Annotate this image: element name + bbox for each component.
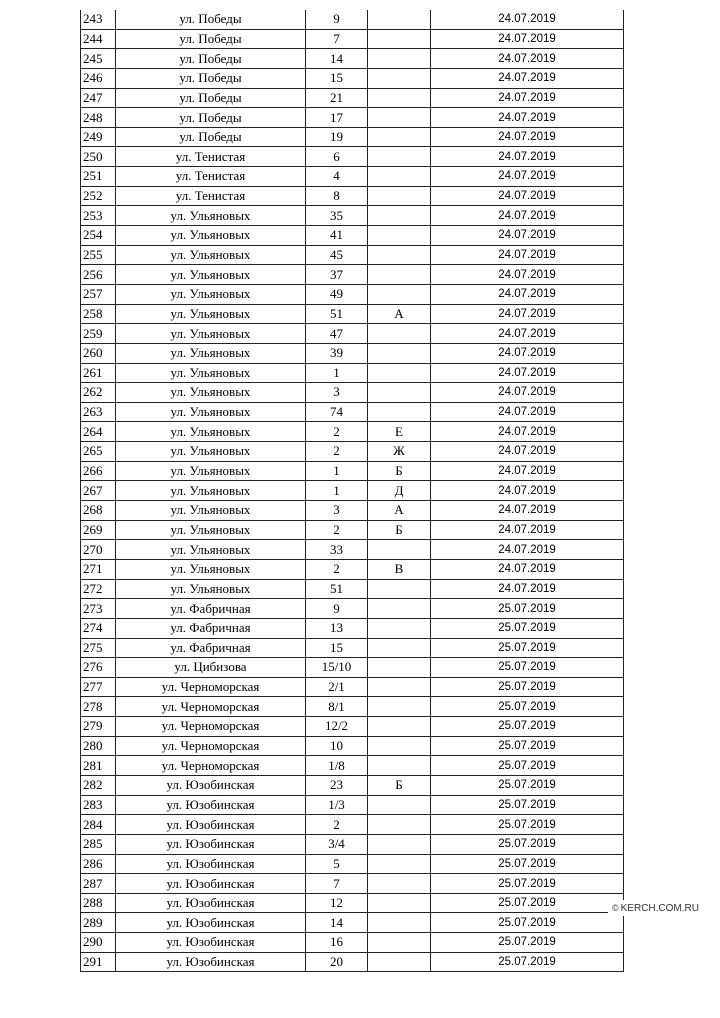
date-cell: 24.07.2019	[431, 540, 624, 560]
date-cell: 24.07.2019	[431, 49, 624, 69]
row-number-cell: 272	[81, 579, 116, 599]
table-row	[81, 147, 624, 167]
table-row	[81, 697, 624, 717]
street-name-cell: ул. Ульяновых	[116, 265, 306, 285]
building-letter-cell: Ж	[368, 442, 431, 462]
date-cell: 24.07.2019	[431, 88, 624, 108]
date-cell: 24.07.2019	[431, 29, 624, 49]
street-name-cell: ул. Фабричная	[116, 599, 306, 619]
date-cell: 24.07.2019	[431, 402, 624, 422]
house-number-cell: 8/1	[306, 697, 368, 717]
table-row	[81, 304, 624, 324]
row-number-cell: 274	[81, 618, 116, 638]
row-number-cell: 262	[81, 383, 116, 403]
date-cell: 25.07.2019	[431, 834, 624, 854]
table-row	[81, 481, 624, 501]
row-number-cell: 285	[81, 834, 116, 854]
building-letter-cell	[368, 186, 431, 206]
building-letter-cell	[368, 363, 431, 383]
table-row	[81, 422, 624, 442]
row-number-cell: 282	[81, 775, 116, 795]
row-number-cell: 280	[81, 736, 116, 756]
row-number-cell: 261	[81, 363, 116, 383]
building-letter-cell	[368, 677, 431, 697]
row-number-cell: 265	[81, 442, 116, 462]
street-name-cell: ул. Ульяновых	[116, 363, 306, 383]
row-number-cell: 252	[81, 186, 116, 206]
building-letter-cell	[368, 795, 431, 815]
table-row	[81, 854, 624, 874]
table-row	[81, 343, 624, 363]
table-row	[81, 245, 624, 265]
house-number-cell: 17	[306, 108, 368, 128]
table-row	[81, 383, 624, 403]
table-row	[81, 599, 624, 619]
table-row	[81, 933, 624, 953]
date-cell: 24.07.2019	[431, 559, 624, 579]
row-number-cell: 264	[81, 422, 116, 442]
building-letter-cell: Б	[368, 461, 431, 481]
building-letter-cell	[368, 933, 431, 953]
building-letter-cell	[368, 697, 431, 717]
table-row	[81, 893, 624, 913]
house-number-cell: 7	[306, 29, 368, 49]
house-number-cell: 1	[306, 481, 368, 501]
house-number-cell: 41	[306, 226, 368, 246]
street-name-cell: ул. Черноморская	[116, 756, 306, 776]
table-row	[81, 68, 624, 88]
table-row	[81, 618, 624, 638]
table-row	[81, 167, 624, 187]
table-row	[81, 49, 624, 69]
street-name-cell: ул. Фабричная	[116, 638, 306, 658]
row-number-cell: 283	[81, 795, 116, 815]
date-cell: 24.07.2019	[431, 442, 624, 462]
row-number-cell: 284	[81, 815, 116, 835]
date-cell: 24.07.2019	[431, 461, 624, 481]
table-row	[81, 520, 624, 540]
row-number-cell: 281	[81, 756, 116, 776]
table-row	[81, 226, 624, 246]
table-row	[81, 717, 624, 737]
row-number-cell: 286	[81, 854, 116, 874]
house-number-cell: 35	[306, 206, 368, 226]
street-name-cell: ул. Ульяновых	[116, 226, 306, 246]
house-number-cell: 51	[306, 579, 368, 599]
row-number-cell: 247	[81, 88, 116, 108]
street-name-cell: ул. Ульяновых	[116, 402, 306, 422]
table-row	[81, 815, 624, 835]
building-letter-cell	[368, 127, 431, 147]
schedule-table	[80, 10, 624, 972]
row-number-cell: 257	[81, 284, 116, 304]
house-number-cell: 13	[306, 618, 368, 638]
table-row	[81, 775, 624, 795]
building-letter-cell	[368, 736, 431, 756]
row-number-cell: 258	[81, 304, 116, 324]
house-number-cell: 37	[306, 265, 368, 285]
table-row	[81, 540, 624, 560]
building-letter-cell	[368, 579, 431, 599]
date-cell: 24.07.2019	[431, 127, 624, 147]
street-name-cell: ул. Ульяновых	[116, 383, 306, 403]
row-number-cell: 267	[81, 481, 116, 501]
street-name-cell: ул. Черноморская	[116, 677, 306, 697]
row-number-cell: 263	[81, 402, 116, 422]
building-letter-cell	[368, 49, 431, 69]
street-name-cell: ул. Тенистая	[116, 186, 306, 206]
row-number-cell: 244	[81, 29, 116, 49]
house-number-cell: 10	[306, 736, 368, 756]
date-cell: 25.07.2019	[431, 952, 624, 972]
house-number-cell: 74	[306, 402, 368, 422]
building-letter-cell	[368, 245, 431, 265]
date-cell: 25.07.2019	[431, 854, 624, 874]
table-row	[81, 952, 624, 972]
date-cell: 24.07.2019	[431, 343, 624, 363]
building-letter-cell	[368, 834, 431, 854]
row-number-cell: 255	[81, 245, 116, 265]
row-number-cell: 278	[81, 697, 116, 717]
street-name-cell: ул. Цибизова	[116, 658, 306, 678]
building-letter-cell	[368, 854, 431, 874]
street-name-cell: ул. Юзобинская	[116, 795, 306, 815]
date-cell: 24.07.2019	[431, 10, 624, 29]
street-name-cell: ул. Ульяновых	[116, 461, 306, 481]
house-number-cell: 14	[306, 49, 368, 69]
date-cell: 24.07.2019	[431, 501, 624, 521]
street-name-cell: ул. Юзобинская	[116, 874, 306, 894]
building-letter-cell	[368, 29, 431, 49]
row-number-cell: 243	[81, 10, 116, 29]
street-name-cell: ул. Ульяновых	[116, 206, 306, 226]
street-name-cell: ул. Ульяновых	[116, 422, 306, 442]
house-number-cell: 15	[306, 638, 368, 658]
street-name-cell: ул. Победы	[116, 29, 306, 49]
building-letter-cell	[368, 618, 431, 638]
building-letter-cell	[368, 206, 431, 226]
building-letter-cell	[368, 88, 431, 108]
street-name-cell: ул. Ульяновых	[116, 481, 306, 501]
house-number-cell: 15/10	[306, 658, 368, 678]
date-cell: 25.07.2019	[431, 618, 624, 638]
date-cell: 25.07.2019	[431, 697, 624, 717]
table-row	[81, 88, 624, 108]
row-number-cell: 269	[81, 520, 116, 540]
house-number-cell: 6	[306, 147, 368, 167]
street-name-cell: ул. Юзобинская	[116, 854, 306, 874]
street-name-cell: ул. Юзобинская	[116, 775, 306, 795]
street-name-cell: ул. Юзобинская	[116, 952, 306, 972]
house-number-cell: 7	[306, 874, 368, 894]
building-letter-cell: Б	[368, 520, 431, 540]
house-number-cell: 21	[306, 88, 368, 108]
row-number-cell: 246	[81, 68, 116, 88]
date-cell: 25.07.2019	[431, 893, 624, 913]
building-letter-cell: Е	[368, 422, 431, 442]
table-row	[81, 206, 624, 226]
building-letter-cell	[368, 599, 431, 619]
row-number-cell: 276	[81, 658, 116, 678]
date-cell: 25.07.2019	[431, 756, 624, 776]
building-letter-cell: Б	[368, 775, 431, 795]
row-number-cell: 245	[81, 49, 116, 69]
date-cell: 24.07.2019	[431, 579, 624, 599]
table-row	[81, 108, 624, 128]
building-letter-cell	[368, 167, 431, 187]
date-cell: 24.07.2019	[431, 206, 624, 226]
house-number-cell: 9	[306, 599, 368, 619]
table-row	[81, 638, 624, 658]
date-cell: 24.07.2019	[431, 422, 624, 442]
building-letter-cell	[368, 226, 431, 246]
table-row	[81, 186, 624, 206]
building-letter-cell	[368, 952, 431, 972]
building-letter-cell	[368, 383, 431, 403]
date-cell: 25.07.2019	[431, 677, 624, 697]
table-row	[81, 874, 624, 894]
house-number-cell: 51	[306, 304, 368, 324]
building-letter-cell: А	[368, 501, 431, 521]
row-number-cell: 277	[81, 677, 116, 697]
table-row	[81, 834, 624, 854]
row-number-cell: 290	[81, 933, 116, 953]
house-number-cell: 16	[306, 933, 368, 953]
date-cell: 25.07.2019	[431, 815, 624, 835]
street-name-cell: ул. Черноморская	[116, 736, 306, 756]
date-cell: 25.07.2019	[431, 638, 624, 658]
row-number-cell: 251	[81, 167, 116, 187]
street-name-cell: ул. Тенистая	[116, 167, 306, 187]
row-number-cell: 268	[81, 501, 116, 521]
building-letter-cell	[368, 756, 431, 776]
building-letter-cell: Д	[368, 481, 431, 501]
street-name-cell: ул. Победы	[116, 49, 306, 69]
house-number-cell: 3	[306, 383, 368, 403]
building-letter-cell	[368, 815, 431, 835]
house-number-cell: 45	[306, 245, 368, 265]
street-name-cell: ул. Юзобинская	[116, 933, 306, 953]
street-name-cell: ул. Тенистая	[116, 147, 306, 167]
table-row	[81, 461, 624, 481]
building-letter-cell	[368, 638, 431, 658]
building-letter-cell	[368, 265, 431, 285]
house-number-cell: 1	[306, 363, 368, 383]
copyright-icon: ©	[612, 903, 619, 913]
house-number-cell: 3/4	[306, 834, 368, 854]
house-number-cell: 2	[306, 422, 368, 442]
house-number-cell: 23	[306, 775, 368, 795]
house-number-cell: 8	[306, 186, 368, 206]
house-number-cell: 14	[306, 913, 368, 933]
building-letter-cell	[368, 540, 431, 560]
date-cell: 24.07.2019	[431, 108, 624, 128]
street-name-cell: ул. Победы	[116, 127, 306, 147]
date-cell: 25.07.2019	[431, 913, 624, 933]
street-name-cell: ул. Ульяновых	[116, 284, 306, 304]
watermark-text: KERCH.COM.RU	[620, 903, 699, 914]
street-name-cell: ул. Черноморская	[116, 697, 306, 717]
table-row	[81, 795, 624, 815]
row-number-cell: 275	[81, 638, 116, 658]
building-letter-cell	[368, 717, 431, 737]
row-number-cell: 248	[81, 108, 116, 128]
date-cell: 24.07.2019	[431, 284, 624, 304]
house-number-cell: 20	[306, 952, 368, 972]
row-number-cell: 253	[81, 206, 116, 226]
building-letter-cell: А	[368, 304, 431, 324]
table-row	[81, 579, 624, 599]
table-row	[81, 501, 624, 521]
street-name-cell: ул. Ульяновых	[116, 324, 306, 344]
house-number-cell: 2	[306, 815, 368, 835]
house-number-cell: 1	[306, 461, 368, 481]
house-number-cell: 15	[306, 68, 368, 88]
row-number-cell: 291	[81, 952, 116, 972]
row-number-cell: 249	[81, 127, 116, 147]
table-row	[81, 363, 624, 383]
date-cell: 25.07.2019	[431, 775, 624, 795]
date-cell: 24.07.2019	[431, 245, 624, 265]
date-cell: 24.07.2019	[431, 147, 624, 167]
street-name-cell: ул. Победы	[116, 10, 306, 29]
table-row	[81, 756, 624, 776]
building-letter-cell: В	[368, 559, 431, 579]
house-number-cell: 4	[306, 167, 368, 187]
street-name-cell: ул. Победы	[116, 88, 306, 108]
table-row	[81, 29, 624, 49]
date-cell: 25.07.2019	[431, 736, 624, 756]
table-row	[81, 442, 624, 462]
building-letter-cell	[368, 874, 431, 894]
building-letter-cell	[368, 284, 431, 304]
date-cell: 24.07.2019	[431, 167, 624, 187]
street-name-cell: ул. Ульяновых	[116, 245, 306, 265]
date-cell: 25.07.2019	[431, 874, 624, 894]
schedule-table-body	[81, 10, 624, 972]
row-number-cell: 270	[81, 540, 116, 560]
building-letter-cell	[368, 343, 431, 363]
building-letter-cell	[368, 68, 431, 88]
row-number-cell: 266	[81, 461, 116, 481]
date-cell: 24.07.2019	[431, 481, 624, 501]
street-name-cell: ул. Ульяновых	[116, 540, 306, 560]
date-cell: 25.07.2019	[431, 933, 624, 953]
house-number-cell: 19	[306, 127, 368, 147]
building-letter-cell	[368, 147, 431, 167]
street-name-cell: ул. Победы	[116, 108, 306, 128]
date-cell: 24.07.2019	[431, 186, 624, 206]
street-name-cell: ул. Юзобинская	[116, 815, 306, 835]
table-row	[81, 913, 624, 933]
row-number-cell: 259	[81, 324, 116, 344]
street-name-cell: ул. Победы	[116, 68, 306, 88]
row-number-cell: 271	[81, 559, 116, 579]
house-number-cell: 47	[306, 324, 368, 344]
building-letter-cell	[368, 402, 431, 422]
house-number-cell: 12	[306, 893, 368, 913]
row-number-cell: 250	[81, 147, 116, 167]
street-name-cell: ул. Фабричная	[116, 618, 306, 638]
house-number-cell: 2	[306, 442, 368, 462]
row-number-cell: 273	[81, 599, 116, 619]
street-name-cell: ул. Ульяновых	[116, 343, 306, 363]
row-number-cell: 287	[81, 874, 116, 894]
house-number-cell: 49	[306, 284, 368, 304]
date-cell: 24.07.2019	[431, 304, 624, 324]
table-row	[81, 559, 624, 579]
house-number-cell: 1/8	[306, 756, 368, 776]
house-number-cell: 33	[306, 540, 368, 560]
street-name-cell: ул. Черноморская	[116, 717, 306, 737]
table-row	[81, 265, 624, 285]
date-cell: 24.07.2019	[431, 324, 624, 344]
house-number-cell: 2/1	[306, 677, 368, 697]
building-letter-cell	[368, 893, 431, 913]
row-number-cell: 260	[81, 343, 116, 363]
row-number-cell: 279	[81, 717, 116, 737]
date-cell: 25.07.2019	[431, 599, 624, 619]
watermark	[608, 900, 720, 916]
date-cell: 24.07.2019	[431, 520, 624, 540]
street-name-cell: ул. Юзобинская	[116, 834, 306, 854]
street-name-cell: ул. Ульяновых	[116, 559, 306, 579]
building-letter-cell	[368, 108, 431, 128]
date-cell: 25.07.2019	[431, 717, 624, 737]
street-name-cell: ул. Юзобинская	[116, 913, 306, 933]
date-cell: 24.07.2019	[431, 265, 624, 285]
date-cell: 25.07.2019	[431, 658, 624, 678]
table-row	[81, 127, 624, 147]
street-name-cell: ул. Ульяновых	[116, 579, 306, 599]
building-letter-cell	[368, 324, 431, 344]
table-row	[81, 10, 624, 29]
table-row	[81, 402, 624, 422]
house-number-cell: 1/3	[306, 795, 368, 815]
date-cell: 24.07.2019	[431, 226, 624, 246]
table-row	[81, 658, 624, 678]
building-letter-cell	[368, 10, 431, 29]
row-number-cell: 254	[81, 226, 116, 246]
street-name-cell: ул. Ульяновых	[116, 442, 306, 462]
date-cell: 24.07.2019	[431, 68, 624, 88]
table-row	[81, 736, 624, 756]
house-number-cell: 39	[306, 343, 368, 363]
house-number-cell: 2	[306, 559, 368, 579]
building-letter-cell	[368, 913, 431, 933]
row-number-cell: 256	[81, 265, 116, 285]
street-name-cell: ул. Ульяновых	[116, 304, 306, 324]
table-row	[81, 284, 624, 304]
house-number-cell: 5	[306, 854, 368, 874]
street-name-cell: ул. Юзобинская	[116, 893, 306, 913]
table-row	[81, 677, 624, 697]
table-row	[81, 324, 624, 344]
house-number-cell: 2	[306, 520, 368, 540]
street-name-cell: ул. Ульяновых	[116, 520, 306, 540]
house-number-cell: 9	[306, 10, 368, 29]
row-number-cell: 288	[81, 893, 116, 913]
house-number-cell: 12/2	[306, 717, 368, 737]
date-cell: 25.07.2019	[431, 795, 624, 815]
date-cell: 24.07.2019	[431, 363, 624, 383]
row-number-cell: 289	[81, 913, 116, 933]
building-letter-cell	[368, 658, 431, 678]
street-name-cell: ул. Ульяновых	[116, 501, 306, 521]
house-number-cell: 3	[306, 501, 368, 521]
date-cell: 24.07.2019	[431, 383, 624, 403]
